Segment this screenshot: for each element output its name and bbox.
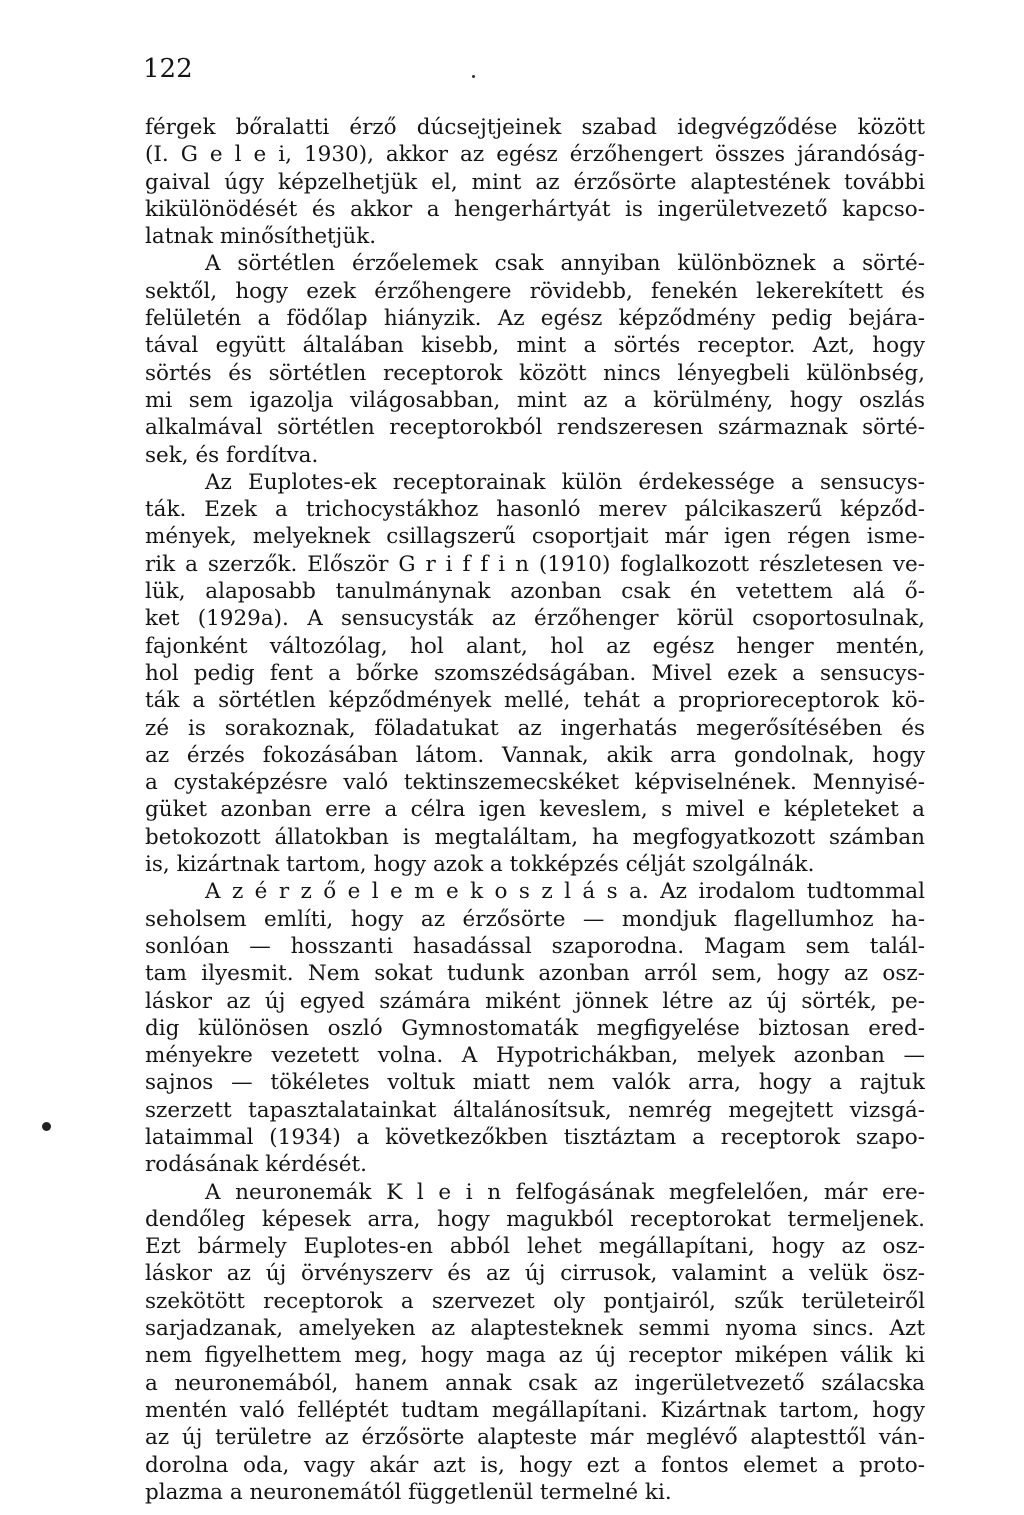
text-line: felületén a födőlap hiányzik. Az egész képződmény pedig bejára-: [145, 306, 925, 332]
text-line: sek, és fordítva.: [145, 442, 319, 468]
text-line: ményekre vezetett volna. A Hypotrichákban, melyek azonban —: [145, 1043, 925, 1069]
text-line: szekötött receptorok a szervezet oly pontjairól, szűk területeiről: [145, 1288, 925, 1314]
text-line: fajonként változólag, hol alant, hol az egész henger mentén,: [145, 633, 925, 659]
text-line: alkalmával sörtétlen receptorokból rendszeresen származnak sörté-: [145, 415, 925, 441]
text-line: A sörtétlen érzőelemek csak annyiban különböznek a sörté-: [205, 251, 925, 277]
text-line: láskor az új örvényszerv és az új cirrusok, valamint a velük ösz-: [145, 1261, 925, 1287]
text-line: sörtés és sörtétlen receptorok között nincs lényegbeli különbség,: [145, 360, 925, 386]
text-line: rik a szerzők. Először G r i f f i n (1910) foglalkozott részletesen ve-: [145, 551, 925, 577]
text-line: (I. G e l e i, 1930), akkor az egész érzőhengert összes járandóság-: [145, 142, 925, 168]
body-text: [145, 114, 925, 1506]
text-line: A z é r z ő e l e m e k o s z l á s a. Az irodalom tudtommal: [205, 879, 925, 905]
text-line: tával együtt általában kisebb, mint a sörtés receptor. Azt, hogy: [145, 333, 925, 359]
text-line: güket azonban erre a célra igen keveslem, s mivel e képleteket a: [145, 797, 925, 823]
text-line: láskor az új egyed számára miként jönnek létre az új sörték, pe-: [145, 988, 925, 1014]
text-line: az érzés fokozásában látom. Vannak, akik arra gondolnak, hogy: [145, 742, 925, 768]
text-line: Az Euplotes-ek receptorainak külön érdekessége a sensucys-: [205, 469, 925, 495]
text-line: a cystaképzésre való tektinszemecskéket képviselnének. Mennyisé-: [145, 770, 925, 796]
text-line: az új területre az érzősörte alapteste már meglévő alaptesttől ván-: [145, 1425, 925, 1451]
text-line: is, kizártnak tartom, hogy azok a tokképzés célját szolgálnák.: [145, 852, 815, 878]
text-line: mi sem igazolja világosabban, mint az a körülmény, hogy oszlás: [145, 387, 925, 413]
text-line: dendőleg képesek arra, hogy magukból receptorokat termeljenek.: [145, 1206, 925, 1232]
text-line: sektől, hogy ezek érzőhengere rövidebb, fenekén lekerekített és: [145, 278, 925, 304]
text-line: ták. Ezek a trichocystákhoz hasonló merev pálcikaszerű képződ-: [145, 497, 925, 523]
margin-dot-mark: [42, 1122, 51, 1131]
text-line: ket (1929a). A sensucysták az érzőhenger körül csoportosulnak,: [145, 606, 925, 632]
text-line: mentén való felléptét tudtam megállapítani. Kizártnak tartom, hogy: [145, 1397, 925, 1423]
stray-dot-mark: [472, 75, 475, 78]
text-line: tam ilyesmit. Nem sokat tudunk azonban arról sem, hogy az osz-: [145, 961, 925, 987]
text-line: rodásának kérdését.: [145, 1152, 367, 1178]
text-line: férgek bőralatti érző dúcsejtjeinek szabad idegvégződése között: [145, 115, 925, 140]
text-line: seholsem említi, hogy az érzősörte — mondjuk flagellumhoz ha-: [145, 906, 925, 932]
text-line: dorolna oda, vagy akár azt is, hogy ezt a fontos elemet a proto-: [145, 1452, 925, 1478]
text-line: dig különösen oszló Gymnostomaták megfigyelése biztosan ered-: [145, 1015, 925, 1041]
text-line: zé is sorakoznak, föladatukat az ingerhatás megerősítésében és: [145, 715, 925, 741]
text-line: A neuronemák K l e i n felfogásának megfelelően, már ere-: [205, 1179, 925, 1205]
text-line: szerzett tapasztalatainkat általánosítsuk, nemrég megejtett vizsgá-: [145, 1097, 925, 1123]
text-line: nem figyelhettem meg, hogy maga az új receptor miképen válik ki: [145, 1343, 925, 1369]
text-line: gaival úgy képzelhetjük el, mint az érzősörte alaptestének további: [145, 169, 925, 195]
text-line: Ezt bármely Euplotes-en abból lehet megállapítani, hogy az osz-: [145, 1234, 925, 1260]
text-line: sarjadzanak, amelyeken az alaptesteknek semmi nyoma sincs. Azt: [145, 1316, 925, 1342]
text-line: latnak minősíthetjük.: [145, 224, 377, 250]
text-line: sajnos — tökéletes voltuk miatt nem valók arra, hogy a rajtuk: [145, 1070, 925, 1096]
text-line: lük, alaposabb tanulmánynak azonban csak én vetettem alá ő-: [145, 579, 925, 605]
text-line: lataimmal (1934) a következőkben tisztáztam a receptorok szapo-: [145, 1124, 925, 1150]
text-line: plazma a neuronemától függetlenül termelné ki.: [145, 1479, 672, 1505]
text-line: sonlóan — hosszanti hasadással szaporodna. Magam sem talál-: [145, 933, 925, 959]
page-number: 122: [143, 54, 193, 84]
text-line: a neuronemából, hanem annak csak az ingerületvezető szálacska: [145, 1370, 925, 1396]
text-line: kikülönödését és akkor a hengerhártyát is ingerületvezető kapcso-: [145, 196, 925, 222]
text-line: hol pedig fent a bőrke szomszédságában. Mivel ezek a sensucys-: [145, 660, 925, 686]
text-line: mények, melyeknek csillagszerű csoportjait már igen régen isme-: [145, 524, 925, 550]
text-line: ták a sörtétlen képződmények mellé, tehát a proprioreceptorok kö-: [145, 688, 925, 714]
text-line: betokozott állatokban is megtaláltam, ha megfogyatkozott számban: [145, 824, 925, 850]
